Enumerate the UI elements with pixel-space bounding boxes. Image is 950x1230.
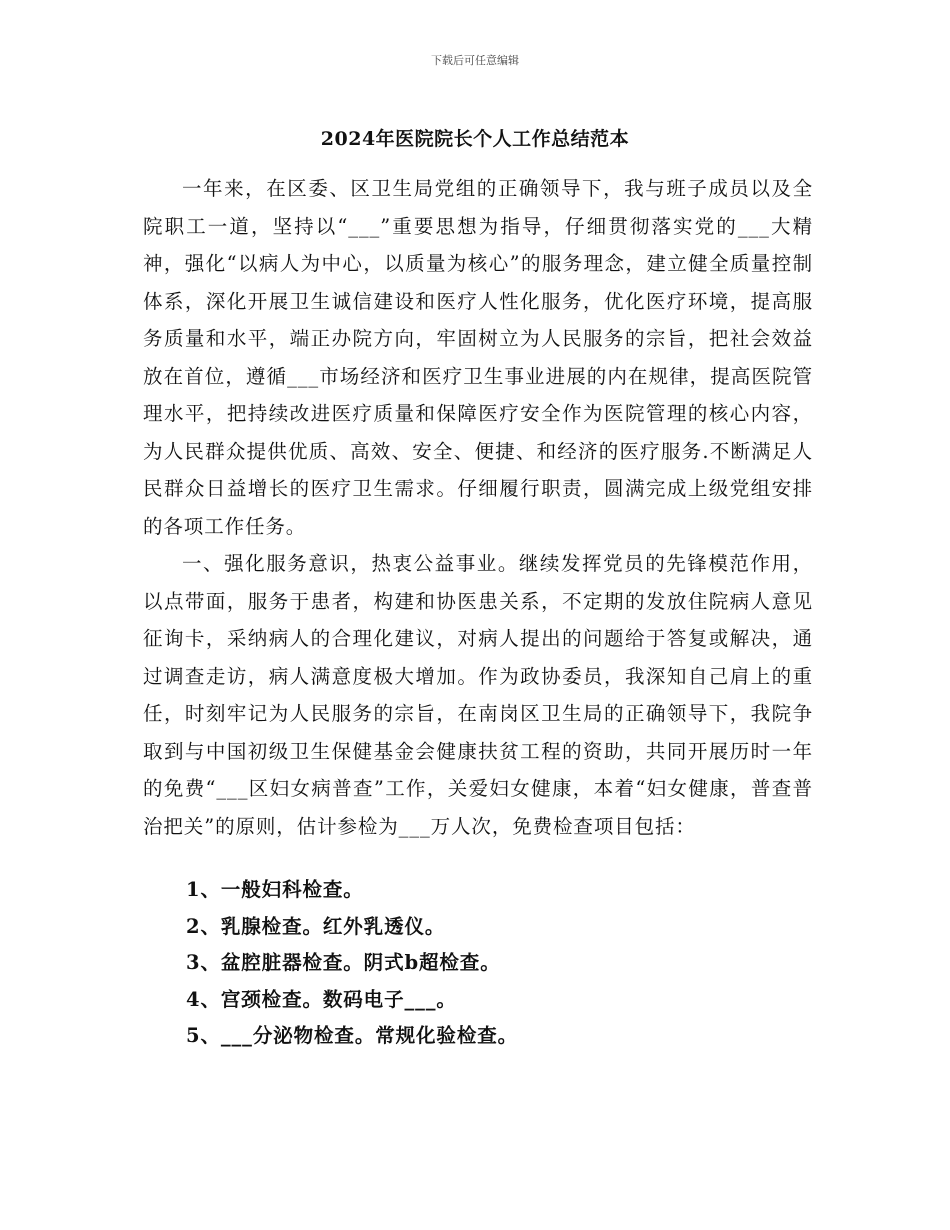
document-title: 2024年医院院长个人工作总结范本 — [320, 128, 630, 150]
list-item: 5、___分泌物检查。常规化验检查。 — [186, 1024, 519, 1047]
list-item: 1、一般妇科检查。 — [186, 878, 364, 901]
list-item: 4、宫颈检查。数码电子___。 — [186, 987, 457, 1011]
paragraph-intro: 一年来，在区委、区卫生局党组的正确领导下，我与班子成员以及全院职工一道，坚持以“___”重要思想为指导，仔细贯彻落实党的___大精神，强化“以病人为中心，以质量为核心”的服务理念，建立健全质量控制体系，深化开展卫生诚信建设和医疗人性化服务，优化医疗环境，提高服务质量和水平，端正办院方向，牢固树立为人民服务的宗旨，把社会效益放在首位，遵循___市场经济和医疗卫生事业进展的内在规律，提高医院管理水平，把持续改进医疗质量和保障医疗安全作为医院管理的核心内容，为人民群众提供优质、高效、安全、便捷、和经济的医疗服务.不断满足人民群众日益增长的医疗卫生需求。仔细履行职责，圆满完成上级党组安排的各项工作任务。 — [143, 177, 813, 538]
list-item: 2、乳腺检查。红外乳透仪。 — [186, 914, 446, 938]
paragraph-section-one: 一、强化服务意识，热衷公益事业。继续发挥党员的先锋模范作用，以点带面，服务于患者，构建和协医患关系，不定期的发放住院病人意见征询卡，采纳病人的合理化建议，对病人提出的问题给于答复或解决，通过调查走访，病人满意度极大增加。作为政协委员，我深知自己肩上的重任，时刻牢记为人民服务的宗旨，在南岗区卫生局的正确领导下，我院争取到与中国初级卫生保健基金会健康扶贫工程的资助，共同开展历时一年的免费“___区妇女病普查”工作，关爱妇女健康，本着“妇女健康，普查普治把关”的原则，估计参检为___万人次，免费检查项目包括： — [143, 552, 813, 838]
download-note: 下载后可任意编辑 — [431, 54, 519, 67]
document-body — [143, 170, 813, 845]
exam-items-list — [186, 872, 806, 1055]
list-item: 3、盆腔脏器检查。阴式b超检查。 — [186, 951, 501, 974]
